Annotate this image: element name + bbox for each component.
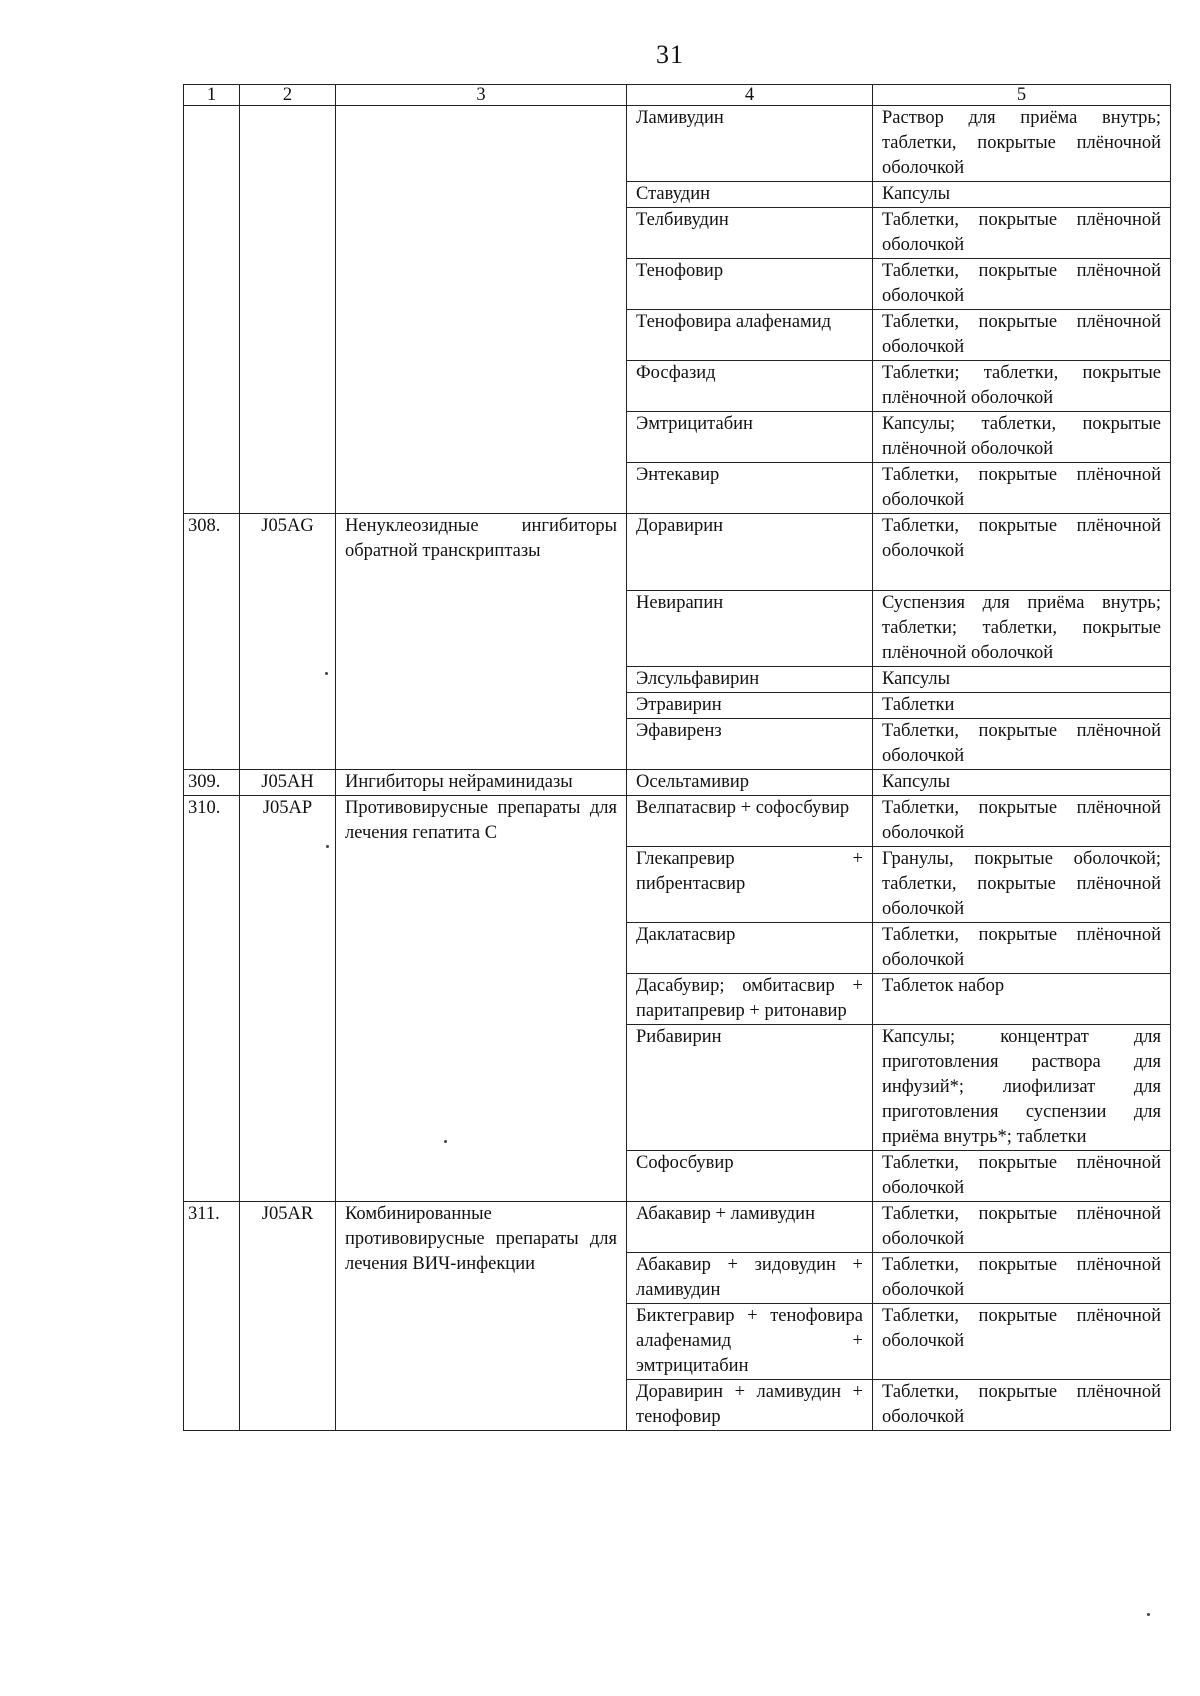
- scan-speck: [1147, 1613, 1150, 1616]
- drug-name: Элсульфавирин: [627, 667, 873, 693]
- header-col-5: 5: [873, 85, 1171, 106]
- atc-code: J05AP: [240, 796, 336, 1202]
- dosage-form: Таблетки, покрытые плёночной оболочкой: [873, 208, 1171, 259]
- dosage-form: Таблетки; таблетки, покрытые плёночной оболочкой: [873, 361, 1171, 412]
- drug-name: Фосфазид: [627, 361, 873, 412]
- drug-name: Биктегравир + тенофовира алафенамид + эмтрицитабин: [627, 1304, 873, 1380]
- table-row: [184, 106, 1171, 182]
- cell-group-empty: [336, 106, 627, 514]
- drug-name: Рибавирин: [627, 1025, 873, 1151]
- dosage-form: Раствор для приёма внутрь; таблетки, покрытые плёночной оболочкой: [873, 106, 1171, 182]
- page-number: 31: [656, 40, 684, 69]
- drug-name: Телбивудин: [627, 208, 873, 259]
- dosage-form: Капсулы: [873, 770, 1171, 796]
- group-number: 308.: [184, 514, 240, 770]
- drug-name: Доравирин + ламивудин + тенофовир: [627, 1380, 873, 1431]
- group-number: 310.: [184, 796, 240, 1202]
- header-col-3: 3: [336, 85, 627, 106]
- dosage-form: Капсулы: [873, 667, 1171, 693]
- dosage-form: Таблетки, покрытые плёночной оболочкой: [873, 923, 1171, 974]
- dosage-form: Таблетки, покрытые плёночной оболочкой: [873, 1380, 1171, 1431]
- drug-name: Тенофовир: [627, 259, 873, 310]
- drug-name: Доравирин: [627, 514, 873, 591]
- dosage-form: Суспензия для приёма внутрь; таблетки; таблетки, покрытые плёночной оболочкой: [873, 591, 1171, 667]
- dosage-form: Таблетки, покрытые плёночной оболочкой: [873, 796, 1171, 847]
- group-name: Комбинированные противовирусные препараты для лечения ВИЧ-инфекции: [336, 1202, 627, 1431]
- dosage-form: Капсулы: [873, 182, 1171, 208]
- dosage-form: Таблеток набор: [873, 974, 1171, 1025]
- atc-code: J05AR: [240, 1202, 336, 1431]
- drug-table: [183, 84, 1171, 1431]
- group-name: Ненуклеозидные ингибиторы обратной транскриптазы: [336, 514, 627, 770]
- dosage-form: Таблетки, покрытые плёночной оболочкой: [873, 1202, 1171, 1253]
- cell-num-empty: [184, 106, 240, 514]
- drug-name: Абакавир + зидовудин + ламивудин: [627, 1253, 873, 1304]
- dosage-form: Таблетки, покрытые плёночной оболочкой: [873, 719, 1171, 770]
- drug-name: Дасабувир; омбитасвир + паритапревир + ритонавир: [627, 974, 873, 1025]
- drug-name: Невирапин: [627, 591, 873, 667]
- table-row: [184, 1202, 1171, 1253]
- drug-name: Ламивудин: [627, 106, 873, 182]
- table-row: [184, 514, 1171, 591]
- header-col-1: 1: [184, 85, 240, 106]
- drug-name: Ставудин: [627, 182, 873, 208]
- dosage-form: Таблетки, покрытые плёночной оболочкой: [873, 1304, 1171, 1380]
- drug-name: Абакавир + ламивудин: [627, 1202, 873, 1253]
- atc-code: J05AH: [240, 770, 336, 796]
- dosage-form: Капсулы; таблетки, покрытые плёночной оболочкой: [873, 412, 1171, 463]
- dosage-form: Таблетки, покрытые плёночной оболочкой: [873, 463, 1171, 514]
- header-col-4: 4: [627, 85, 873, 106]
- group-number: 309.: [184, 770, 240, 796]
- dosage-form: Таблетки: [873, 693, 1171, 719]
- group-number: 311.: [184, 1202, 240, 1431]
- drug-name: Даклатасвир: [627, 923, 873, 974]
- drug-name: Глекапревир + пибрентасвир: [627, 847, 873, 923]
- drug-name: Эмтрицитабин: [627, 412, 873, 463]
- dosage-form: Капсулы; концентрат для приготовления раствора для инфузий*; лиофилизат для приготовления суспензии для приёма внутрь*; таблетки: [873, 1025, 1171, 1151]
- table-row: [184, 796, 1171, 847]
- drug-name: Этравирин: [627, 693, 873, 719]
- dosage-form: Таблетки, покрытые плёночной оболочкой: [873, 514, 1171, 591]
- drug-name: Осельтамивир: [627, 770, 873, 796]
- header-col-2: 2: [240, 85, 336, 106]
- group-name: Ингибиторы нейраминидазы: [336, 770, 627, 796]
- dosage-form: Таблетки, покрытые плёночной оболочкой: [873, 259, 1171, 310]
- drug-name: Софосбувир: [627, 1151, 873, 1202]
- drug-name: Тенофовира алафенамид: [627, 310, 873, 361]
- dosage-form: Таблетки, покрытые плёночной оболочкой: [873, 1253, 1171, 1304]
- group-name: Противовирусные препараты для лечения гепатита С: [336, 796, 627, 1202]
- table-row: [184, 770, 1171, 796]
- atc-code: J05AG: [240, 514, 336, 770]
- header-row: [184, 85, 1171, 106]
- dosage-form: Таблетки, покрытые плёночной оболочкой: [873, 1151, 1171, 1202]
- cell-code-empty: [240, 106, 336, 514]
- scan-speck: [325, 672, 328, 675]
- drug-name: Эфавиренз: [627, 719, 873, 770]
- dosage-form: Гранулы, покрытые оболочкой; таблетки, покрытые плёночной оболочкой: [873, 847, 1171, 923]
- scan-speck: [444, 1140, 447, 1143]
- drug-name: Велпатасвир + софосбувир: [627, 796, 873, 847]
- scan-speck: [326, 845, 329, 848]
- drug-name: Энтекавир: [627, 463, 873, 514]
- dosage-form: Таблетки, покрытые плёночной оболочкой: [873, 310, 1171, 361]
